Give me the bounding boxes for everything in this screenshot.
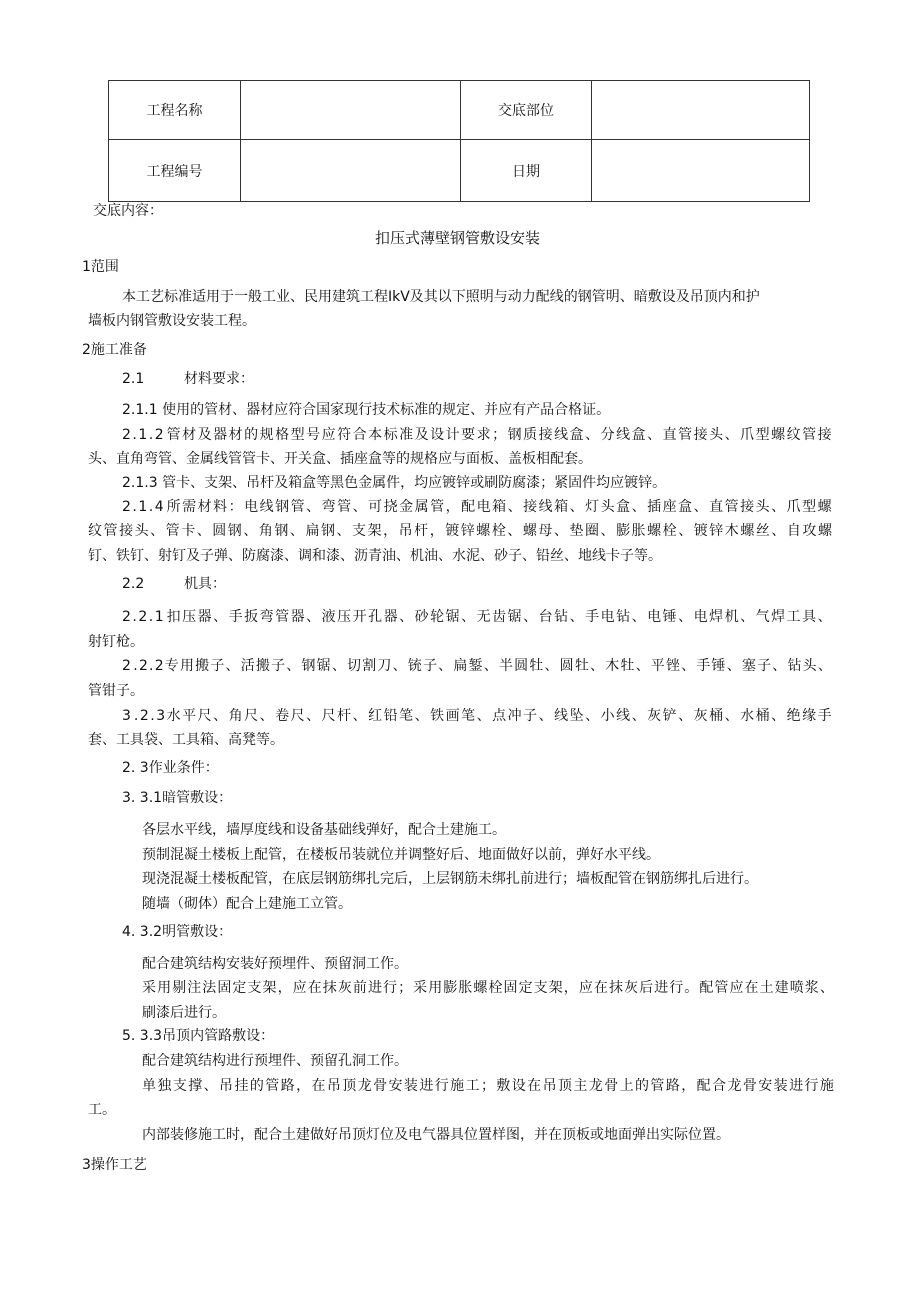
item-2-1-3: 2.1.3 管卡、支架、吊杆及箱盒等黑色金属件，均应镀锌或刷防腐漆；紧固件均应镀锌。 <box>122 475 667 491</box>
item-3-3-line: 内部装修施工时，配合土建做好吊顶灯位及电气器具位置样图，并在顶板或地面弹出实际位置。 <box>142 1127 730 1143</box>
item-3-2-line: 配合建筑结构安装好预埋件、预留洞工作。 <box>142 956 408 972</box>
item-2-1-4-line: 2 . 1 . 4 所 需 材 料 ： 电 线 钢 管 、 弯 管 、 可 挠 金 属 管 ， 配 电 箱 、 接 线 箱 、 灯 头 盒 、 插 座 盒 、 直 管 接 头 、 爪 型 螺 <box>122 499 832 515</box>
section-3-heading: 3操作工艺 <box>82 1157 147 1173</box>
item-3-1-line: 现浇混凝土楼板配管，在底层钢筋绑扎完后，上层钢筋未绑扎前进行；墙板配管在钢筋绑扎后进行。 <box>142 871 758 887</box>
item-2-1-4-line: 纹 管 接 头 、 管 卡 、 圆 钢 、 角 钢 、 扁 钢 、 支 架 ， 吊 杆 ， 镀 锌 螺 栓 、 螺 母 、 垫 圈 、 膨 胀 螺 栓 、 镀 锌 木 螺 丝 、 自 攻 螺 <box>88 523 832 539</box>
item-3-2-line: 采 用 剔 注 法 固 定 支 架 ， 应 在 抹 灰 前 进 行 ； 采 用 膨 胀 螺 栓 固 定 支 架 ， 应 在 抹 灰 后 进 行 。 配 管 应 在 土 建 喷 浆 、 <box>142 980 834 996</box>
doc-title: 扣压式薄壁钢管敷设安装 <box>375 229 541 247</box>
item-3-3-line: 工。 <box>88 1102 116 1118</box>
item-3-1-line: 各层水平线，墙厚度线和设备基础线弹好，配合土建施工。 <box>142 822 506 838</box>
section-2-heading: 2施工准备 <box>82 342 147 358</box>
item-2-2-1-line: 射钉枪。 <box>88 634 144 650</box>
project-name-label: 工程名称 <box>109 81 241 140</box>
subsection-2-1-title: 材料要求： <box>184 371 254 387</box>
handover-part-value <box>592 81 810 140</box>
header-table <box>108 80 810 202</box>
item-3-1-title: 3. 3.1暗管敷设： <box>122 790 233 806</box>
item-2-2-3-line: 3 . 2 . 3 水 平 尺 、 角 尺 、 卷 尺 、 尺 杆 、 红 铅 笔 、 铁 画 笔 、 点 冲 子 、 线 坠 、 小 线 、 灰 铲 、 灰 桶 、 水 桶 、 绝 缘 手 <box>122 708 832 724</box>
subsection-2-3-title: 2. 3作业条件： <box>122 760 219 776</box>
section-1-heading: 1范围 <box>82 259 119 275</box>
item-3-3-line: 配合建筑结构进行预埋件、预留孔洞工作。 <box>142 1053 408 1069</box>
item-2-1-2-line: 2 . 1 . 2 管 材 及 器 材 的 规 格 型 号 应 符 合 本 标 准 及 设 计 要 求 ； 钢 质 接 线 盒 、 分 线 盒 、 直 管 接 头 、 爪 型 螺 纹 管 接 <box>122 427 832 443</box>
item-3-1-line: 随墙（砌体）配合上建施工立管。 <box>142 896 352 912</box>
item-3-3-line: 单 独 支 撑 、 吊 挂 的 管 路 ， 在 吊 顶 龙 骨 安 装 进 行 施 工 ； 敷 设 在 吊 顶 主 龙 骨 上 的 管 路 ， 配 合 龙 骨 安 装 进 行 施 <box>142 1078 834 1094</box>
item-2-2-2-line: 2 . 2 . 2 专 用 搬 子 、 活 搬 子 、 钢 锯 、 切 割 刀 、 铳 子 、 扁 錾 、 半 圆 牡 、 圆 牡 、 木 牡 、 平 锉 、 手 锤 、 塞 子 、 钻 头 、 <box>122 658 832 674</box>
item-2-1-1: 2.1.1 使用的管材、器材应符合国家现行技术标准的规定、并应有产品合格证。 <box>122 402 611 418</box>
item-3-2-title: 4. 3.2明管敷设： <box>122 924 233 940</box>
section-1-paragraph-line: 本工艺标准适用于一般工业、民用建筑工程IkV及其以下照明与动力配线的钢管明、暗敷设及吊顶内和护 <box>122 289 760 305</box>
project-name-value <box>241 81 461 140</box>
item-3-1-line: 预制混凝土楼板上配管，在楼板吊装就位并调整好后、地面做好以前，弹好水平线。 <box>142 847 660 863</box>
item-2-1-4-line: 钉、铁钉、射钉及子弹、防腐漆、调和漆、沥青油、机油、水泥、砂子、铅丝、地线卡子等。 <box>88 548 662 564</box>
item-2-2-3-line: 套、工具袋、工具箱、高凳等。 <box>88 732 284 748</box>
item-2-2-1-line: 2 . 2 . 1 扣 压 器 、 手 扳 弯 管 器 、 液 压 开 孔 器 、 砂 轮 锯 、 无 齿 锯 、 台 钻 、 手 电 钻 、 电 锤 、 电 焊 机 、 气 焊 工 具 、 <box>122 609 832 625</box>
item-2-1-2-line: 头、直角弯管、金属线管管卡、开关盒、插座盒等的规格应与面板、盖板相配套。 <box>88 451 592 467</box>
date-value <box>592 140 810 202</box>
subsection-2-2-number: 2.2 <box>122 576 145 592</box>
section-1-paragraph-line: 墙板内钢管敷设安装工程。 <box>88 313 256 329</box>
item-2-2-2-line: 管钳子。 <box>88 683 144 699</box>
date-label: 日期 <box>461 140 592 202</box>
project-no-value <box>241 140 461 202</box>
content-label: 交底内容： <box>93 203 163 219</box>
handover-part-label: 交底部位 <box>461 81 592 140</box>
subsection-2-1-number: 2.1 <box>122 371 145 387</box>
project-no-label: 工程编号 <box>109 140 241 202</box>
item-3-2-line: 刷漆后进行。 <box>142 1005 226 1021</box>
subsection-2-2-title: 机具： <box>184 576 226 592</box>
item-3-3-title: 5. 3.3吊顶内管路敷设： <box>122 1028 275 1044</box>
